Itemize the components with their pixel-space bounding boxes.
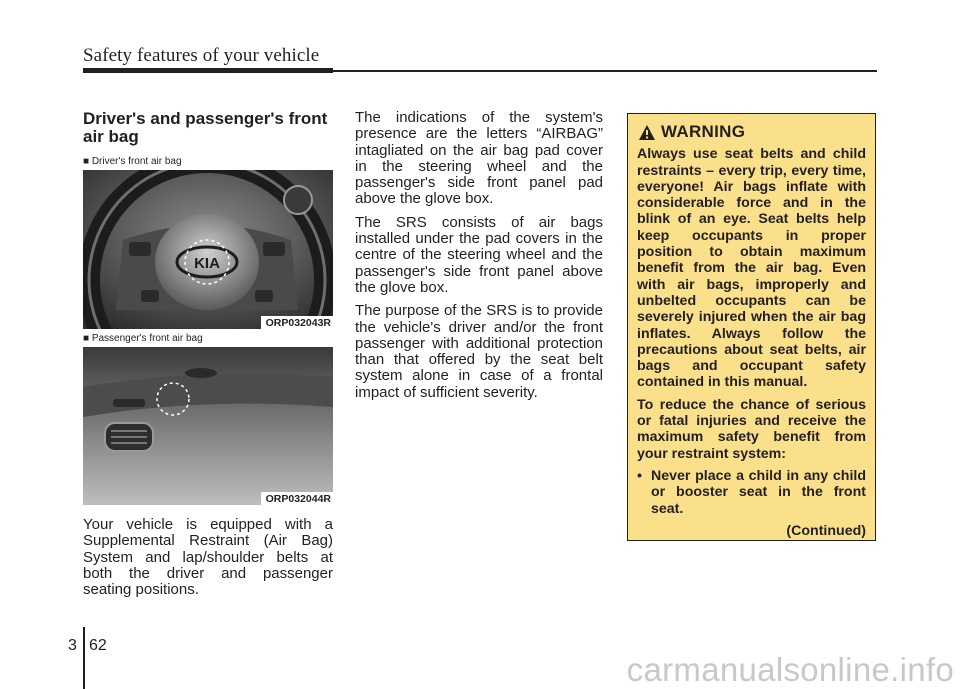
warning-box bbox=[627, 113, 876, 541]
warning-paragraph-1: Always use seat belts and child restraints – every trip, every time, everyone! Air bags inflate with considerable force and in the blink of an eye. Seat belts help keep occupants in proper position to obtain maximum benefit from the air bag. Even with air bags, improperly and unbelted occupants can be severely injured when the air bag inflates. Always follow the precautions about seat belts, air bags and occupant safety contained in this manual. bbox=[637, 146, 866, 391]
header-rule-thick bbox=[83, 68, 333, 73]
airbag-heading: Driver's and passenger's front air bag bbox=[83, 109, 328, 146]
footer-rule bbox=[83, 627, 85, 689]
warning-bullet: • Never place a child in any child or booster seat in the front seat. bbox=[637, 468, 866, 517]
warning-title: WARNING bbox=[661, 122, 746, 141]
warning-header bbox=[639, 124, 866, 140]
paragraph-indications: The indications of the system's presence are the letters “AIRBAG” intagliated on the air bag pad cover in the steering wheel and the passenger's side front panel pad above the glove box. bbox=[355, 109, 603, 208]
intro-paragraph: Your vehicle is equipped with a Supplemental Restraint (Air Bag) System and lap/shoulder belts at both the driver and passenger seating positions. bbox=[83, 516, 333, 599]
page-number: 62 bbox=[89, 637, 107, 654]
chapter-number: 3 bbox=[68, 637, 77, 654]
paragraph-srs-consists: The SRS consists of air bags installed under the pad covers in the centre of the steering wheel and the passenger's side front panel above the glove box. bbox=[355, 213, 603, 296]
passenger-airbag-photo bbox=[83, 347, 333, 505]
warning-bullets bbox=[637, 468, 866, 517]
section-title: Safety features of your vehicle bbox=[83, 45, 320, 66]
middle-column bbox=[355, 110, 603, 408]
driver-airbag-photo bbox=[83, 170, 333, 329]
dashboard-illustration bbox=[83, 347, 333, 505]
warning-paragraph-2: To reduce the chance of serious or fatal injuries and receive the maximum safety benefit from your restraint system: bbox=[637, 396, 866, 462]
photo1-caption: ■ Driver's front air bag bbox=[83, 156, 182, 167]
watermark: carmanualsonline.info bbox=[626, 651, 954, 688]
header-rule-thin bbox=[333, 70, 877, 72]
steering-wheel-illustration bbox=[83, 170, 333, 329]
photo2-code: ORP032044R bbox=[261, 492, 333, 505]
svg-text:KIA: KIA bbox=[194, 255, 220, 272]
continued-label: (Continued) bbox=[786, 522, 866, 539]
photo1-code: ORP032043R bbox=[261, 316, 333, 329]
paragraph-srs-purpose: The purpose of the SRS is to provide the vehicle's driver and/or the front passenger with additional protection than that offered by the seat belt system alone in case of a frontal impact of sufficient severity. bbox=[355, 302, 603, 401]
warning-triangle-icon bbox=[639, 125, 655, 140]
photo2-caption: ■ Passenger's front air bag bbox=[83, 333, 203, 344]
